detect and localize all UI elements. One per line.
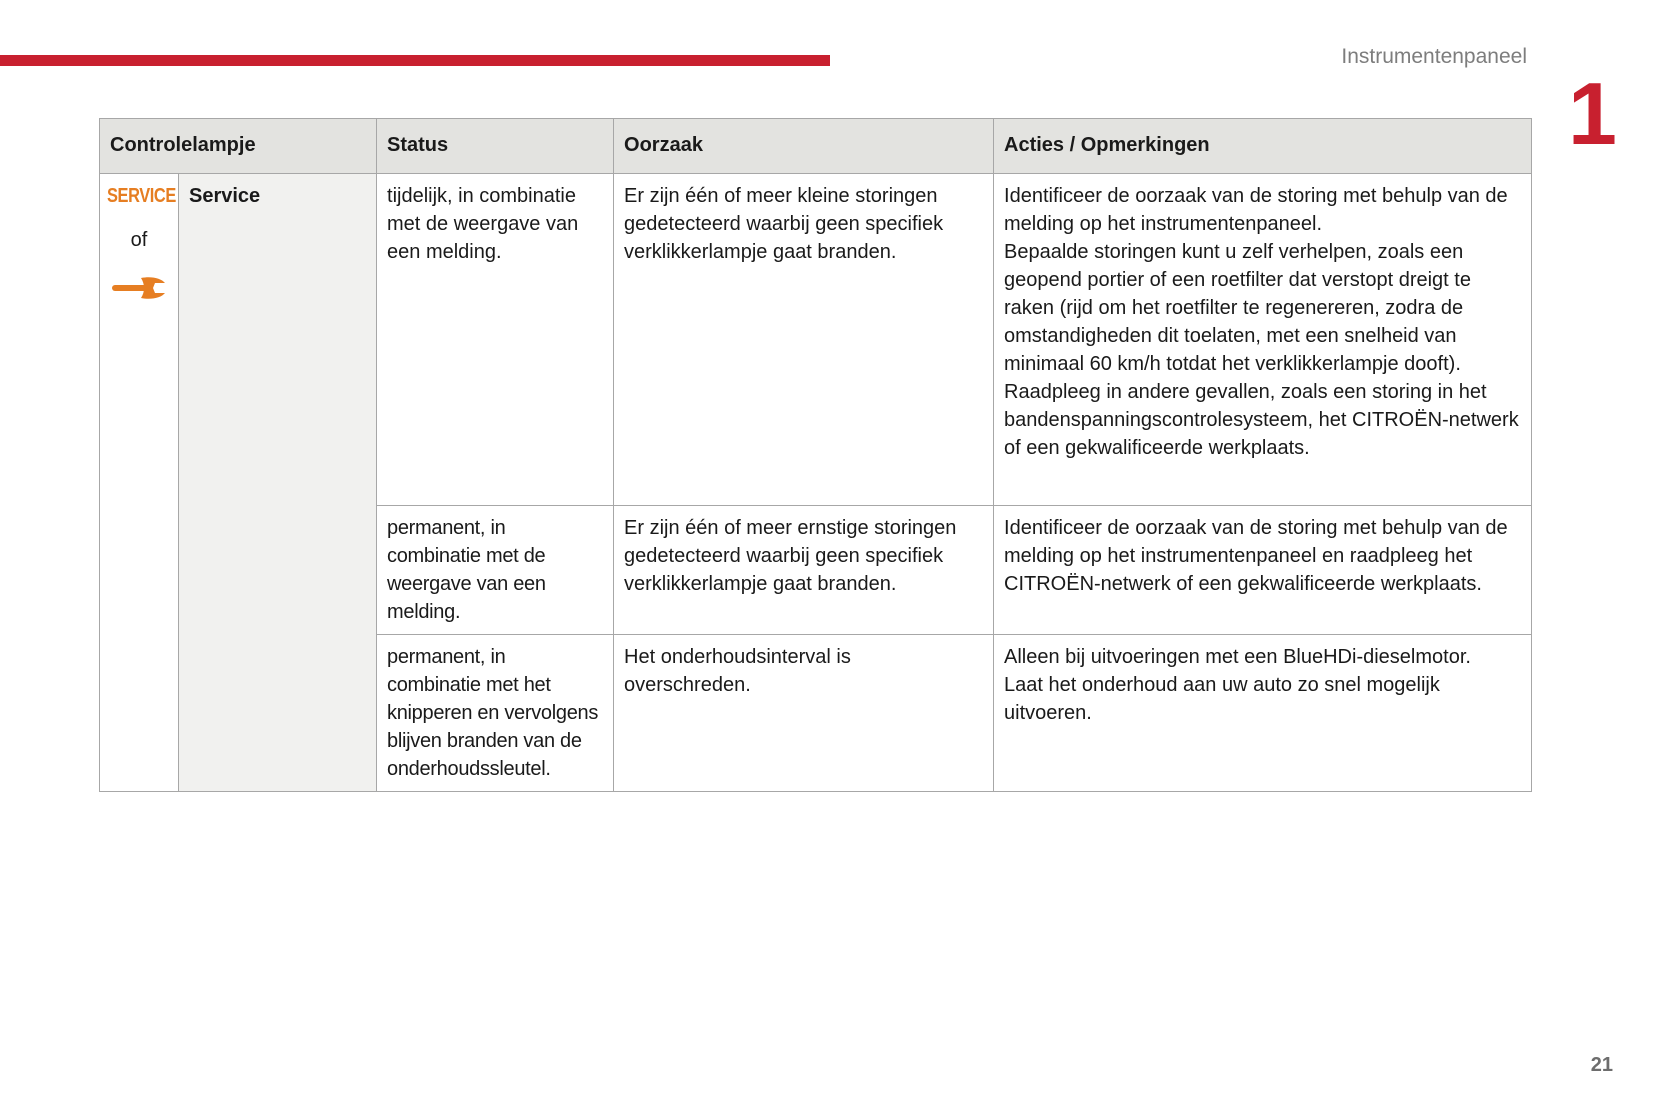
header-controlelampje: Controlelampje	[100, 119, 377, 174]
header-oorzaak: Oorzaak	[614, 119, 994, 174]
cause-cell: Er zijn één of meer kleine storingen gedetecteerd waarbij geen specifiek verklikkerlampje gaat branden.	[614, 174, 994, 506]
table-row	[100, 174, 1532, 506]
actions-cell: Alleen bij uitvoeringen met een BlueHDi-dieselmotor. Laat het onderhoud aan uw auto zo snel mogelijk uitvoeren.	[994, 635, 1532, 792]
header-accent-bar	[0, 55, 830, 66]
cause-cell: Het onderhoudsinterval is overschreden.	[614, 635, 994, 792]
or-text: of	[130, 229, 148, 251]
header-status: Status	[377, 119, 614, 174]
table-header-row	[100, 119, 1532, 174]
wrench-icon	[111, 274, 167, 302]
section-title: Instrumentenpaneel	[1341, 45, 1527, 68]
service-warning-icon: SERVICE	[107, 185, 176, 207]
actions-cell: Identificeer de oorzaak van de storing met behulp van de melding op het instrumentenpaneel en raadpleeg het CITROËN-netwerk of een gekwalificeerde werkplaats.	[994, 506, 1532, 635]
status-cell: tijdelijk, in combinatie met de weergave van een melding.	[377, 174, 614, 506]
chapter-number: 1	[1568, 64, 1617, 163]
header-acties: Acties / Opmerkingen	[994, 119, 1532, 174]
status-cell: permanent, in combinatie met het knipperen en vervolgens blijven branden van de onderhoudssleutel.	[377, 635, 614, 792]
cause-cell: Er zijn één of meer ernstige storingen gedetecteerd waarbij geen specifiek verklikkerlampje gaat branden.	[614, 506, 994, 635]
actions-cell: Identificeer de oorzaak van de storing met behulp van de melding op het instrumentenpaneel. Bepaalde storingen kunt u zelf verhelpen, zoals een geopend portier of een roetfilter dat verstopt dreigt te raken (rijd om het roetfilter te regenereren, zodra de omstandigheden dit toelaten, met een snelheid van minimaal 60 km/h totdat het verklikkerlampje dooft). Raadpleeg in andere gevallen, zoals een storing in het bandenspanningscontrolesysteem, het CITROËN-netwerk of een gekwalificeerde werkplaats.	[994, 174, 1532, 506]
warning-lights-table	[99, 118, 1532, 792]
status-cell: permanent, in combinatie met de weergave van een melding.	[377, 506, 614, 635]
page-number: 21	[1590, 1054, 1613, 1076]
lamp-label: Service	[179, 174, 377, 792]
lamp-icon-cell	[100, 174, 179, 792]
